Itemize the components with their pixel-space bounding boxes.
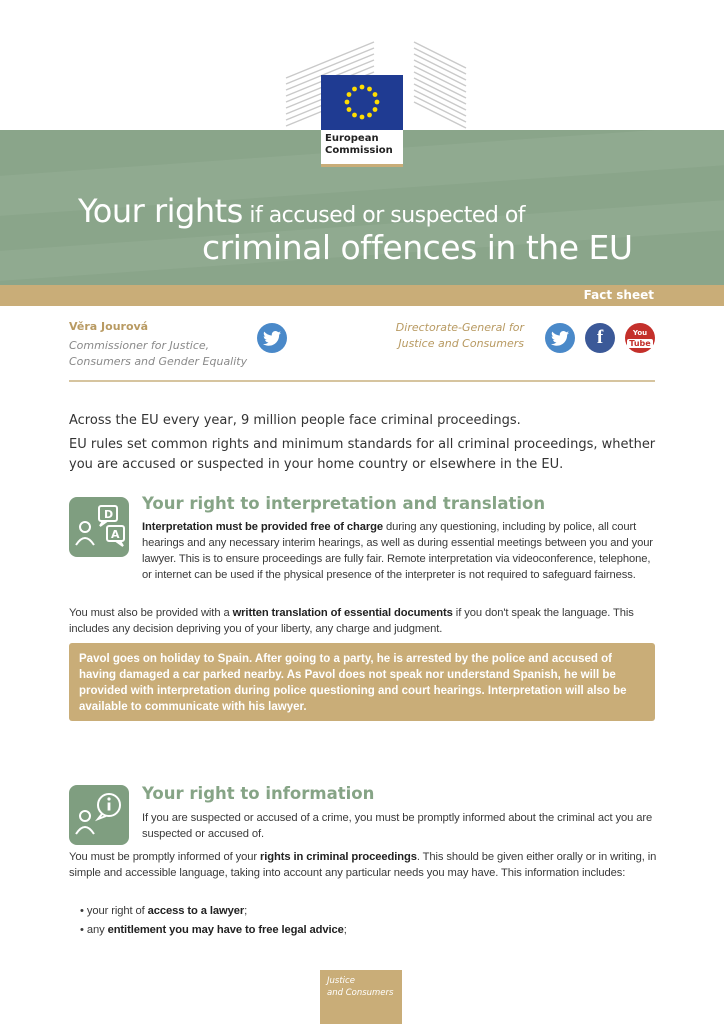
paragraph-text: You must be promptly informed of your: [69, 851, 261, 863]
interpretation-icon: [69, 497, 129, 557]
directorate-general: [370, 320, 524, 352]
logo-line2: Commission: [325, 145, 393, 156]
youtube-you: You: [632, 328, 648, 337]
paragraph-text: during any questioning, including by police, all court hearings and any necessary interim hearings, as well as during essential meetings between you and your lawyer. This is to ensure proceedings are fully fair. Remote interpretation via videoconference, telephone, or internet can be used if the physical presence of the interpreter is not required to safeguard fairness.: [142, 521, 653, 581]
facebook-glyph: f: [596, 327, 604, 348]
paragraph-text: You must also be provided with a: [69, 607, 233, 619]
example-text: Pavol goes on holiday to Spain. After going to a party, he is arrested by the police and accused of having damaged a car parked nearby. As Pavol does not speak nor understand Spanish, he will be provided with interpretation during police questioning and court hearings. Interpretation will also be available to communicate with his lawyer.: [79, 653, 627, 713]
paragraph: [69, 849, 657, 881]
twitter-icon[interactable]: [545, 323, 575, 353]
speech-bubbles-icon: [69, 497, 129, 557]
list-item-text: ;: [343, 924, 347, 936]
title-line1: [78, 192, 525, 230]
emphasis: Interpretation must be provided free of charge: [142, 521, 383, 533]
svg-text:A: A: [111, 528, 120, 541]
title-line2: criminal offences in the EU: [202, 228, 633, 267]
paragraph-text: . This should be given either orally or in writing, in simple and accessible language, taking into account any particular needs you may have. This information includes:: [69, 851, 657, 879]
bird-icon: [551, 331, 569, 346]
intro-line2: EU rules set common rights and minimum standards for all criminal proceedings, whether you are accused or suspected in your home country or elsewhere in the EU.: [69, 437, 656, 472]
section-title: Your right to information: [142, 784, 375, 803]
emphasis: access to a lawyer: [147, 905, 245, 917]
list-item-text: • any: [80, 924, 108, 936]
paragraph: If you are suspected or accused of a crime, you must be promptly informed about the criminal act you are suspected or accused of.: [142, 812, 653, 840]
paragraph: [142, 519, 656, 583]
section-title: Your right to interpretation and translation: [142, 494, 546, 513]
bird-icon: [263, 331, 281, 346]
dg-line2: Justice and Consumers: [398, 337, 524, 350]
commissioner-name: Věra Jourová: [69, 320, 149, 333]
svg-text:D: D: [104, 508, 114, 521]
list-item-text: • your right of: [80, 905, 148, 917]
commissioner-role: [69, 338, 247, 370]
emphasis: entitlement you may have to free legal advice: [107, 924, 344, 936]
logo-label: [325, 133, 393, 157]
youtube-icon[interactable]: [625, 323, 655, 353]
logo-line1: European: [325, 133, 379, 144]
divider: [69, 380, 655, 382]
emphasis: rights in criminal proceedings: [260, 851, 417, 863]
paragraph: [69, 605, 657, 637]
eu-stars-icon: [321, 75, 403, 130]
role-line2: Consumers and Gender Equality: [69, 355, 248, 368]
person-info-icon: [69, 785, 129, 845]
footer-line2: and Consumers: [327, 988, 394, 998]
list-item: [80, 922, 347, 938]
title-small: if accused or suspected of: [242, 203, 526, 228]
dg-line1: Directorate-General for: [395, 321, 524, 334]
information-icon: [69, 785, 129, 845]
role-line1: Commissioner for Justice,: [69, 339, 210, 352]
emphasis: written translation of essential documents: [232, 607, 453, 619]
list-item-text: ;: [244, 905, 248, 917]
twitter-icon[interactable]: [257, 323, 287, 353]
footer-line1: Justice: [327, 976, 355, 986]
factsheet-label: Fact sheet: [583, 288, 654, 302]
eu-flag-icon: [321, 75, 403, 130]
paragraph-text: if you don't speak the language. This includes any decision depriving you of your liberty, any charge and judgment.: [69, 607, 634, 635]
footer-label: [327, 975, 393, 999]
title-bold: Your rights: [78, 192, 243, 230]
list-item: [80, 903, 247, 919]
intro-line1: Across the EU every year, 9 million people face criminal proceedings.: [69, 413, 521, 428]
facebook-icon[interactable]: [585, 323, 615, 353]
example-box: [69, 643, 655, 721]
youtube-tube: Tube: [629, 338, 651, 348]
